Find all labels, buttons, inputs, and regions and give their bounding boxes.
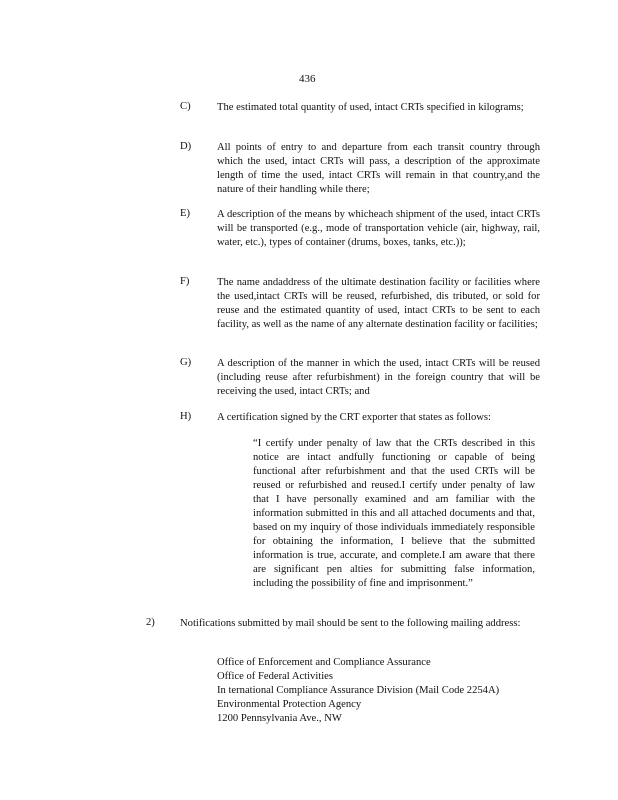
address-line: Office of Federal Activities (217, 671, 334, 682)
item-text: A certification signed by the CRT exporter that states as follows: (217, 412, 491, 423)
list-item-g (180, 357, 540, 399)
item-text: The estimated total quantity of used, intact CRTs specified in kilograms; (217, 102, 524, 113)
certification-quote: “I certify under penalty of law that the CRTs described in this notice are intact andfully functioning or capable of being functional after refurbishment and that the used CRTs will be reused or refurbished and reused.I certify under penalty of law that I have personally examined and am familiar with the information submitted in this and all attached documents and that, based on my inquiry of those individuals immediately responsible for obtaining the information, I believe that the submitted information is true, accurate, and complete.I am aware that there are significant pen alties for submitting false information, including the possibility of fine and imprisonment.” (253, 438, 535, 589)
address-line: 1200 Pennsylvania Ave., NW (217, 713, 342, 724)
list-item-h (180, 411, 540, 425)
address-line: Office of Enforcement and Compliance Assurance (217, 657, 431, 668)
list-item-2 (146, 617, 541, 631)
item-marker: H) (180, 411, 192, 422)
item-marker: G) (180, 357, 192, 368)
item-marker: E) (180, 208, 190, 219)
address-line: In ternational Compliance Assurance Division (Mail Code 2254A) (217, 685, 500, 696)
item-text: All points of entry to and departure from each transit country through which the used, intact CRTs will pass, a description of the approximate length of time the used, intact CRTs will remain in that country,and the nature of their handling while there; (217, 142, 540, 195)
item-marker: D) (180, 141, 192, 152)
item-marker: 2) (146, 617, 155, 628)
item-text: Notifications submitted by mail should be sent to the following mailing address: (180, 618, 521, 629)
address-line: Environmental Protection Agency (217, 699, 362, 710)
list-item-c (180, 101, 540, 115)
item-text: The name andaddress of the ultimate destination facility or facilities where the used,intact CRTs will be reused, refurbished, dis tributed, or sold for reuse and the estimated quantity of used, intact CRTs to be sent to each facility, as well as the name of any alternate destination facility or facilities; (217, 277, 540, 330)
list-item-d (180, 141, 540, 197)
page-number: 436 (299, 73, 316, 85)
item-text: A description of the manner in which the used, intact CRTs will be reused (including reuse after refurbishment) in the foreign country that will be receiving the used, intact CRTs; and (217, 358, 540, 397)
item-marker: C) (180, 101, 191, 112)
list-item-f (180, 276, 540, 332)
item-text: A description of the means by whicheach shipment of the used, intact CRTs will be transported (e.g., mode of transportation vehicle (air, highway, rail, water, etc.), types of container (drums, boxes, tanks, etc.)); (217, 209, 540, 248)
mailing-address (217, 656, 499, 726)
item-marker: F) (180, 276, 190, 287)
list-item-e (180, 208, 540, 250)
